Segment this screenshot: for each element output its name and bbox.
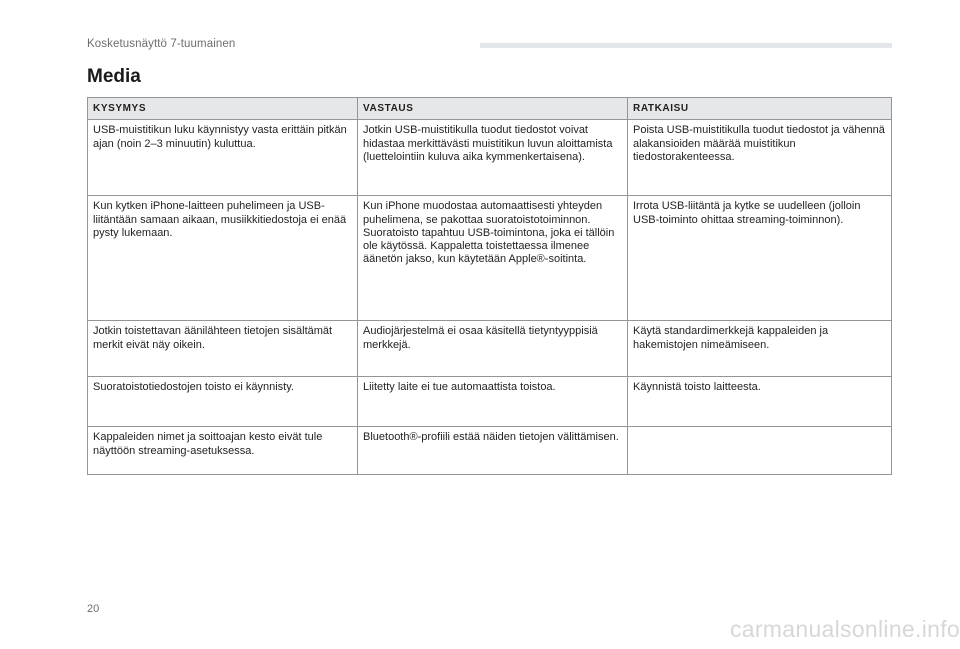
running-header: Kosketusnäyttö 7-tuumainen (87, 38, 236, 50)
faq-table (87, 97, 892, 475)
table-row (88, 196, 892, 321)
table-row (88, 120, 892, 196)
header-bar (480, 43, 892, 48)
question-cell: Jotkin toistettavan äänilähteen tietojen sisältämät merkit eivät näy oikein. (88, 321, 358, 377)
solution-cell: Irrota USB-liitäntä ja kytke se uudelleen (jolloin USB-toiminto ohittaa streaming-toiminnon). (628, 196, 892, 321)
solution-cell (628, 427, 892, 475)
answer-cell: Audiojärjestelmä ei osaa käsitellä tietyntyyppisiä merkkejä. (358, 321, 628, 377)
answer-cell: Liitetty laite ei tue automaattista toistoa. (358, 377, 628, 427)
watermark: carmanualsonline.info (729, 616, 960, 642)
solution-cell: Käytä standardimerkkejä kappaleiden ja hakemistojen nimeämiseen. (628, 321, 892, 377)
answer-cell: Jotkin USB-muistitikulla tuodut tiedostot voivat hidastaa merkittävästi muistitikun luvun aloittamista (luettelointiin kuluva aika kymmenkertaisena). (358, 120, 628, 196)
table-header-row (88, 98, 892, 120)
page-number: 20 (87, 603, 100, 615)
column-header-question: KYSYMYS (88, 98, 358, 120)
question-cell: Kappaleiden nimet ja soittoajan kesto eivät tule näyttöön streaming-asetuksessa. (88, 427, 358, 475)
table-row (88, 377, 892, 427)
solution-cell: Poista USB-muistitikulla tuodut tiedostot ja vähennä alakansioiden määrää muistitikun tiedostorakenteessa. (628, 120, 892, 196)
question-cell: Suoratoistotiedostojen toisto ei käynnisty. (88, 377, 358, 427)
table-row (88, 321, 892, 377)
answer-cell: Kun iPhone muodostaa automaattisesti yhteyden puhelimena, se pakottaa suoratoistotoiminnon. Suoratoisto tapahtuu USB-toimintona, joka ei tällöin ole käytössä. Kappaletta toistettaessa ilmenee äänetön jakso, kun käytetään Apple®-soitinta. (358, 196, 628, 321)
column-header-answer: VASTAUS (358, 98, 628, 120)
section-title: Media (87, 66, 141, 87)
column-header-solution: RATKAISU (628, 98, 892, 120)
question-cell: Kun kytken iPhone-laitteen puhelimeen ja USB-liitäntään samaan aikaan, musiikkitiedostoja ei enää pysty lukemaan. (88, 196, 358, 321)
table-row (88, 427, 892, 475)
solution-cell: Käynnistä toisto laitteesta. (628, 377, 892, 427)
answer-cell: Bluetooth®-profiili estää näiden tietojen välittämisen. (358, 427, 628, 475)
question-cell: USB-muistitikun luku käynnistyy vasta erittäin pitkän ajan (noin 2–3 minuutin) kuluttua. (88, 120, 358, 196)
